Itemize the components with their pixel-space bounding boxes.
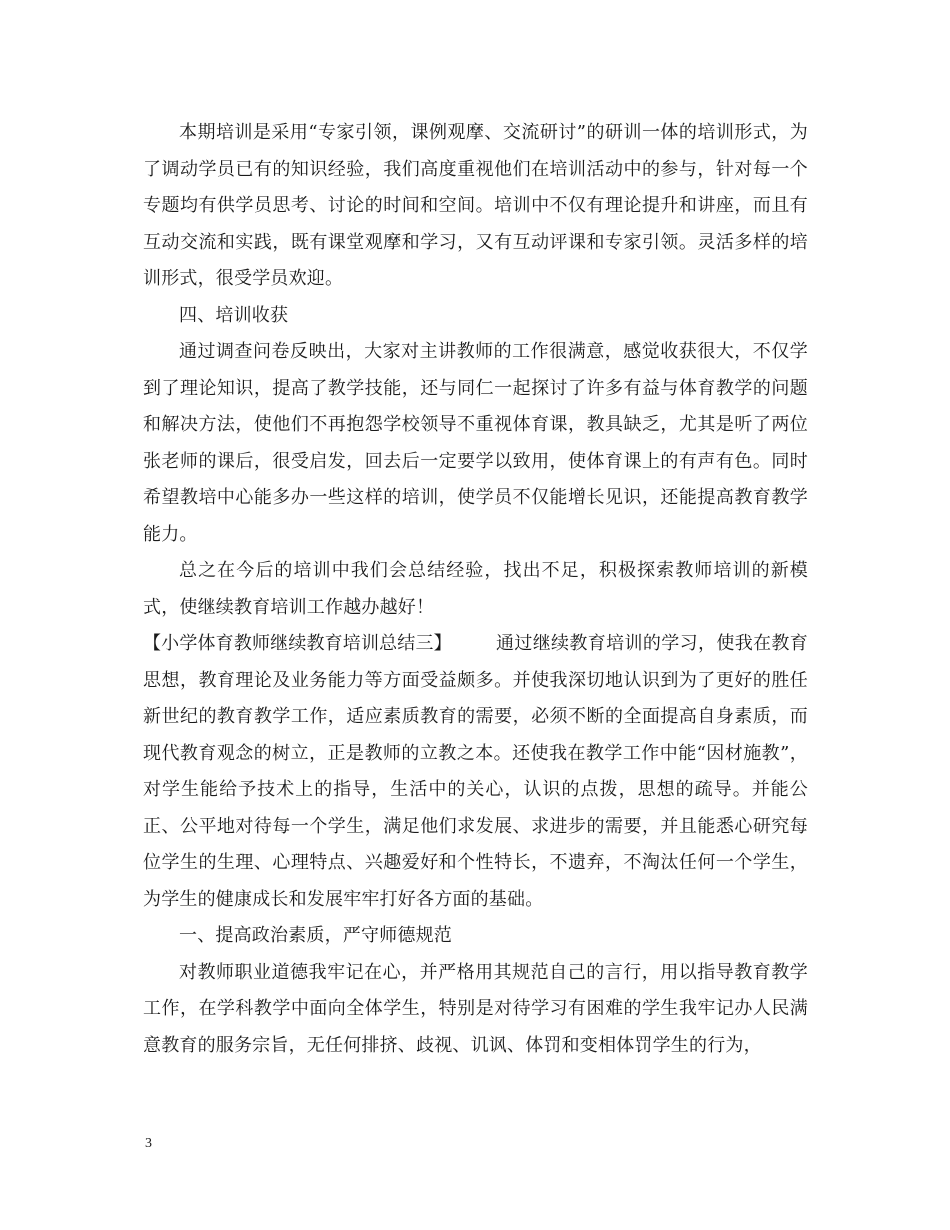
paragraph-professional-ethics: 对教师职业道德我牢记在心，并严格用其规范自己的言行，用以指导教育教学工作，在学科教学中面向全体学生，特别是对待学习有困难的学生我牢记办人民满意教育的服务宗旨，无任何排挤、歧视、讥讽、体罚和变相体罚学生的行为， <box>143 961 808 1056</box>
paragraph-conclusion: 总之在今后的培训中我们会总结经验，找出不足，积极探索教师培训的新模式，使继续教育培训工作越办越好！ <box>143 560 808 618</box>
subheading-political-quality: 一、提高政治素质，严守师德规范 <box>179 925 452 946</box>
page-number: 3 <box>145 1136 152 1151</box>
document-body <box>143 115 808 1064</box>
paragraph-survey-feedback: 通过调查问卷反映出，大家对主讲教师的工作很满意，感觉收获很大，不仅学到了理论知识，提高了教学技能，还与同仁一起探讨了许多有益与体育教学的问题和解决方法，使他们不再抱怨学校领导不重视体育课，教具缺乏，尤其是听了两位张老师的课后，很受启发，回去后一定要学以致用，使体育课上的有声有色。同时希望教培中心能多办一些这样的培训，使学员不仅能增长见识，还能提高教育教学能力。 <box>143 341 808 545</box>
section-three-paragraph <box>143 626 808 918</box>
section-intro-text: 通过继续教育培训的学习，使我在教育思想，教育理论及业务能力等方面受益颇多。并使我深切地认识到为了更好的胜任新世纪的教育教学工作，适应素质教育的需要，必须不断的全面提高自身素质，而现代教育观念的树立，正是教师的立教之本。还使我在教学工作中能“因材施教”，对学生能给予技术上的指导，生活中的关心，认识的点拨，思想的疏导。并能公正、公平地对待每一个学生，满足他们求发展、求进步的需要，并且能悉心研究每位学生的生理、心理特点、兴趣爱好和个性特长，不遗弃，不淘汰任何一个学生，为学生的健康成长和发展牢牢打好各方面的基础。 <box>143 633 808 910</box>
section-title: 【小学体育教师继续教育培训总结三】 <box>143 633 452 654</box>
paragraph-training-format: 本期培训是采用“专家引领，课例观摩、交流研讨”的研训一体的培训形式，为了调动学员已有的知识经验，我们高度重视他们在培训活动中的参与，针对每一个专题均有供学员思考、讨论的时间和空间。培训中不仅有理论提升和讲座，而且有互动交流和实践，既有课堂观摩和学习，又有互动评课和专家引领。灵活多样的培训形式，很受学员欢迎。 <box>143 122 808 289</box>
heading-training-gains: 四、培训收获 <box>179 304 289 326</box>
